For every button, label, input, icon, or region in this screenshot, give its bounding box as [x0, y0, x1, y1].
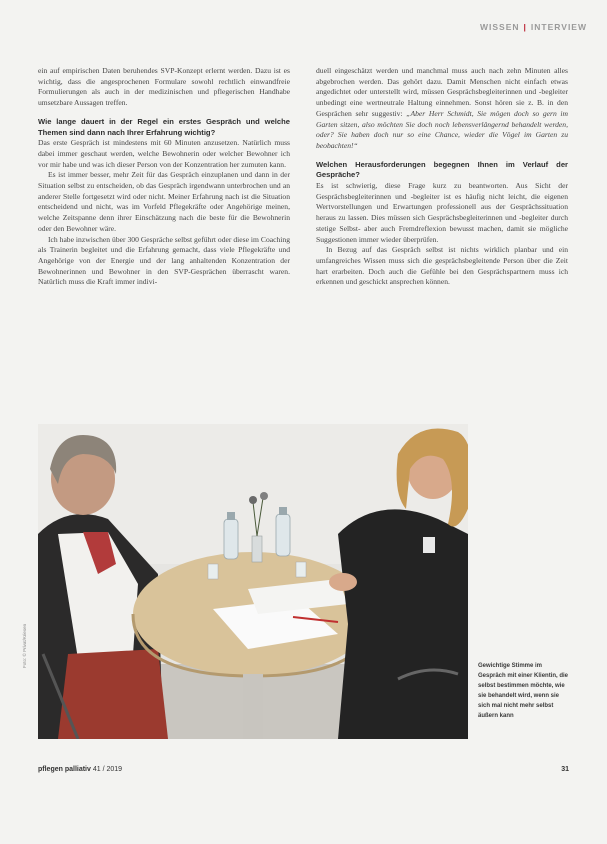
subsection-label: INTERVIEW: [530, 22, 587, 32]
paragraph-text: duell eingeschätzt werden und manchmal muss auch nach zehn Minuten alles abgebrochen werden. Das gehört dazu. Damit Menschen nicht einfach etwas angedichtet oder unterstellt wird, müssen Gesprächsbegleiterinnen und -begleiter unbedingt eine wertneutrale Haltung einnehmen. Sonst hören sie z. B. in den Gesprächen sehr suggestiv:: [316, 66, 568, 118]
rubric-separator: |: [523, 22, 527, 32]
paragraph: Es ist schwierig, diese Frage kurz zu beantworten. Aus Sicht der Gesprächsbegleiterinnen und -begleiter ist es häufig nicht leicht, die eigenen Wertvorstellungen und Erwartungen professionell aus der Gesprächssituation heraus zu lassen. Dies müssen sich Gesprächsbegleiterinnen und -begleiter durch stetige Selbst- aber auch Fremdreflexion bewusst machen, damit sie mögliche Suggestionen immer wieder überprüfen.: [316, 181, 568, 244]
page-number: 31: [561, 766, 569, 773]
interview-photo: [38, 424, 468, 739]
section-label: WISSEN: [480, 22, 520, 32]
paragraph: ein auf empirischen Daten beruhendes SVP-Konzept erlernt werden. Dazu ist es wichtig, dass die angesprochenen Formulare sowohl rechtlich einwandfreie Formulierungen als auch in der medizinischen und pflegerischen Handhabe umsetzbare Aussagen treffen.: [38, 66, 290, 108]
photo-credit: Foto: © Privat/Kriesen: [22, 623, 27, 668]
paragraph: Ich habe inzwischen über 300 Gespräche selbst geführt oder diese im Coaching als Trainerin begleitet und die Erfahrung gemacht, dass viele Pflegekräfte und Angehörige von der Energie und der lang anhaltenden Konzentration der Bewohnerinnen und Bewohner in den SVP-Gesprächen überrascht waren. Natürlich muss die Kraft immer indivi-: [38, 234, 290, 287]
interview-question: Wie lange dauert in der Regel ein erstes Gespräch und welche Themen sind dann nach Ihrer Erfahrung wichtig?: [38, 116, 290, 137]
paragraph: Es ist immer besser, mehr Zeit für das Gespräch einzuplanen und dann in der Situation selbst zu entscheiden, ob das Gespräch irgendwann unterbrochen und an anderer Stelle fortgesetzt wird oder nicht. Meiner Erfahrung nach ist die Situation entscheidend und nicht, was im Vorfeld Pflegekräfte oder Angehörige meinen, welche Zeitspanne denn ihrer Einschätzung nach die beste für die Bewohnerin oder den Bewohner wäre.: [38, 170, 290, 233]
footer-magazine: [38, 766, 122, 773]
section-rubric: [480, 22, 587, 32]
photo-illustration: [38, 424, 468, 739]
quote-text: „Aber Herr Schmidt, Sie mögen doch so gern im Garten sitzen, also möchten Sie doch noch lebensverlängernd behandelt werden, oder? Sie haben doch nur so eine Chance, wieder die Vögel im Garten zu beobachten!“: [316, 108, 568, 150]
photo-caption: Gewichtige Stimme im Gespräch mit einer Klientin, die selbst bestimmen möchte, wie sie behandelt wird, wenn sie sich mal nicht mehr selbst äußern kann: [478, 663, 569, 719]
left-text-column: [38, 66, 290, 288]
interview-question: Welchen Herausforderungen begegnen Ihnen im Verlauf der Gespräche?: [316, 159, 568, 180]
right-text-column: [316, 66, 568, 288]
magazine-title: pflegen palliativ: [38, 766, 91, 773]
paragraph: Das erste Gespräch ist mindestens mit 60 Minuten anzusetzen. Natürlich muss dabei immer geschaut werden, welche Bewohnerin oder welcher Bewohner ich vor mir habe und was ich dieser Person von der Konzentration her zumuten kann.: [38, 138, 290, 169]
paragraph: In Bezug auf das Gespräch selbst ist nichts wirklich planbar und ein umfangreiches Wissen muss sich die gesprächsbegleitende Person über die Zeit hart erarbeiten. Doch auch die Gefühle bei den Gesprächspartnern muss ich erkennen und geschickt ansprechen können.: [316, 245, 568, 287]
paragraph: [316, 66, 568, 152]
issue-number: 41 / 2019: [92, 766, 123, 773]
